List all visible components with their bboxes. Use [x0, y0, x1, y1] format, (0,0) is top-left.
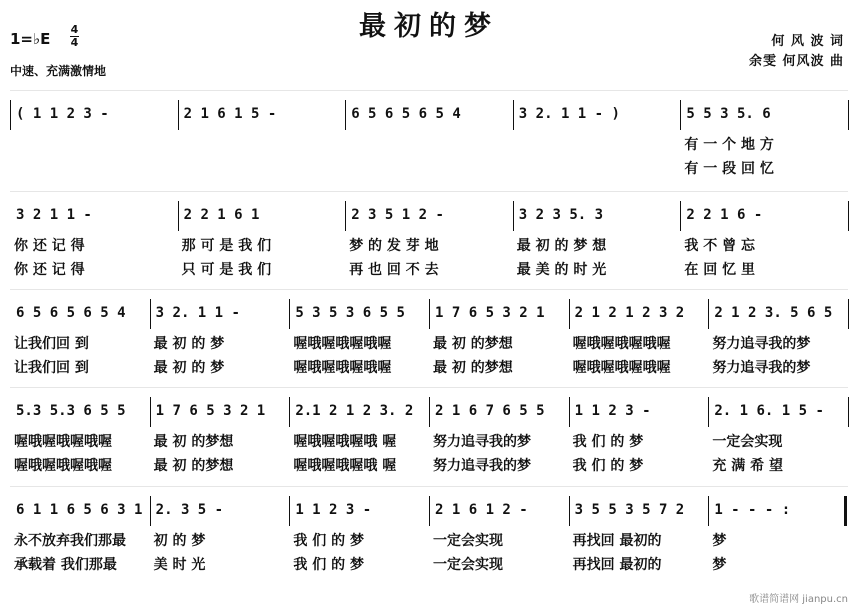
measure-lyric: 再找回 最初的	[572, 557, 662, 573]
measure-lyric: 喔哦喔哦喔哦喔	[293, 360, 392, 376]
staff-divider	[10, 191, 848, 192]
measure-notes: 5.3 5.3 6 5 5	[16, 403, 126, 419]
measure-lyric: 让我们回 到	[14, 360, 89, 376]
measure-lyric: 我 们 的 梦	[293, 557, 364, 573]
measure-lyric: 一定会实现	[433, 557, 503, 573]
lyrics-verse-1	[10, 431, 848, 449]
notation-row	[10, 305, 848, 325]
barline	[848, 299, 849, 329]
measure-lyric: 努力追寻我的梦	[433, 458, 531, 474]
measure-lyric: 喔哦喔哦喔哦喔	[293, 336, 392, 352]
measure-lyric: 我 不 曾 忘	[684, 238, 756, 254]
meter-top: 4	[70, 23, 79, 36]
measure-notes: 1 7 6 5 3 2 1	[155, 403, 266, 419]
measure-lyric: 再找回 最初的	[572, 533, 662, 549]
measure-notes: 3 2 3 5. 3	[518, 207, 604, 223]
measure-lyric: 最 初 的 梦 想	[516, 238, 607, 254]
measure-notes: 2 1 6 1 2 -	[435, 502, 528, 518]
measure-lyric: 喔哦喔哦喔哦喔	[14, 458, 112, 474]
measure-notes: 3 5 5 3 5 7 2	[574, 502, 685, 518]
measure-notes: 6 5 6 5 6 5 4	[16, 305, 126, 321]
measure-notes: 1 1 2 3 -	[295, 502, 372, 518]
measure-lyric: 永不放弃我们那最	[14, 533, 126, 549]
measure-lyric: 努力追寻我的梦	[712, 336, 811, 352]
staff-divider	[10, 387, 848, 388]
measure-lyric: 有 一 个 地 方	[684, 137, 774, 153]
barline	[848, 397, 849, 427]
measure-lyric: 喔哦喔哦喔哦 喔	[293, 458, 397, 474]
measure-lyric: 我 们 的 梦	[572, 434, 644, 450]
measure-lyric: 最 初 的梦想	[153, 458, 234, 474]
measure-lyric: 再 也 回 不 去	[349, 262, 439, 278]
measure-notes: 2. 3 5 -	[155, 502, 224, 518]
lyrics-verse-2	[10, 554, 848, 572]
measure-lyric: 你 还 记 得	[14, 262, 85, 278]
notation-row	[10, 106, 848, 126]
measure-notes: 2 1 6 1 5 -	[183, 106, 277, 122]
lyrics-verse-2	[10, 158, 848, 176]
time-signature	[70, 24, 79, 49]
composer-credit: 余雯 何风波 曲	[748, 54, 844, 69]
measure-notes: 6 5 6 5 6 5 4	[351, 106, 461, 122]
measure-lyric: 梦 的 发 芽 地	[349, 238, 439, 254]
measure-lyric: 让我们回 到	[14, 336, 89, 352]
measure-lyric: 充 满 希 望	[712, 458, 783, 474]
barline	[848, 100, 849, 130]
measure-notes: 5 5 3 5. 6	[686, 106, 771, 122]
measure-notes: 2 2 1 6 -	[686, 207, 763, 223]
measure-notes: 2 1 2 1 2 3 2	[574, 305, 685, 321]
notation-row	[10, 403, 848, 423]
measure-lyric: 最 初 的梦想	[153, 434, 234, 450]
lyrics-verse-1	[10, 530, 848, 548]
key-signature: 1=♭E	[10, 30, 51, 48]
measure-lyric: 喔哦喔哦喔哦喔	[572, 360, 671, 376]
staff-divider	[10, 289, 848, 290]
measure-notes: 6 1 1 6 5 6 3 1	[16, 502, 143, 518]
lyrics-verse-1	[10, 333, 848, 351]
measure-lyric: 努力追寻我的梦	[433, 434, 531, 450]
measure-notes: 1 1 2 3 -	[574, 403, 651, 419]
measure-lyric: 最 初 的梦想	[433, 360, 513, 376]
measure-lyric: 我 们 的 梦	[293, 533, 364, 549]
site-watermark: 歌谱简谱网 jianpu.cn	[749, 594, 848, 605]
notation-row	[10, 502, 848, 522]
measure-lyric: 努力追寻我的梦	[712, 360, 811, 376]
measure-lyric: 承载着 我们那最	[14, 557, 117, 573]
measure-lyric: 初 的 梦	[153, 533, 206, 549]
measure-notes: 1 7 6 5 3 2 1	[435, 305, 545, 321]
measure-lyric: 一定会实现	[712, 434, 783, 450]
measure-lyric: 美 时 光	[153, 557, 206, 573]
measure-lyric: 一定会实现	[433, 533, 503, 549]
measure-notes: 3 2. 1 1 - )	[518, 106, 620, 122]
lyricist-credit: 何 风 波 词	[771, 34, 844, 49]
barline	[848, 201, 849, 231]
measure-notes: 2.1 2 1 2 3. 2	[295, 403, 414, 419]
measure-lyric: 最 初 的 梦	[153, 336, 225, 352]
staff-divider	[10, 90, 848, 91]
song-title: 最初的梦	[359, 11, 499, 42]
measure-lyric: 梦	[712, 533, 727, 549]
measure-notes: 2 1 6 7 6 5 5	[435, 403, 545, 419]
measure-lyric: 最 初 的梦想	[433, 336, 513, 352]
measure-lyric: 喔哦喔哦喔哦喔	[14, 434, 112, 450]
measure-notes: 2 1 2 3. 5 6 5	[714, 305, 833, 321]
measure-lyric: 只 可 是 我 们	[181, 262, 272, 278]
lyrics-verse-2	[10, 455, 848, 473]
measure-lyric: 我 们 的 梦	[572, 458, 644, 474]
measure-lyric: 梦	[712, 557, 727, 573]
lyrics-verse-2	[10, 259, 848, 277]
staff-divider	[10, 486, 848, 487]
measure-lyric: 有 一 段 回 忆	[684, 161, 774, 177]
notation-row	[10, 207, 848, 227]
measure-notes: 2 2 1 6 1	[183, 207, 260, 223]
lyrics-verse-1	[10, 235, 848, 253]
measure-notes: 1 - - - :	[714, 502, 791, 518]
lyrics-verse-2	[10, 357, 848, 375]
measure-notes: 5 3 5 3 6 5 5	[295, 305, 405, 321]
measure-notes: ( 1 1 2 3 -	[16, 106, 109, 122]
measure-notes: 2. 1 6. 1 5 -	[714, 403, 824, 419]
measure-lyric: 喔哦喔哦喔哦 喔	[293, 434, 397, 450]
measure-lyric: 喔哦喔哦喔哦喔	[572, 336, 671, 352]
meter-bottom: 4	[70, 36, 79, 49]
measure-notes: 3 2 1 1 -	[16, 207, 92, 223]
tempo-marking: 中速、充满激情地	[10, 64, 107, 78]
measure-lyric: 在 回 忆 里	[684, 262, 756, 278]
measure-lyric: 最 初 的 梦	[153, 360, 225, 376]
lyrics-verse-1	[10, 134, 848, 152]
measure-lyric: 你 还 记 得	[14, 238, 85, 254]
measure-lyric: 最 美 的 时 光	[516, 262, 607, 278]
measure-notes: 2 3 5 1 2 -	[351, 207, 444, 223]
measure-lyric: 那 可 是 我 们	[181, 238, 272, 254]
measure-notes: 3 2. 1 1 -	[155, 305, 240, 321]
